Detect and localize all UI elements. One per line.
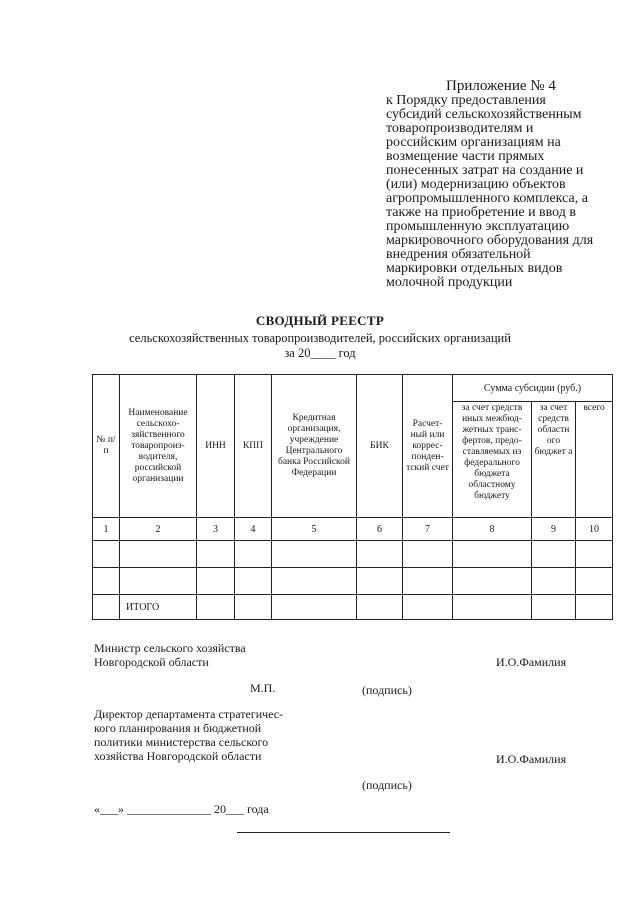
- director-title-line: хозяйства Новгородской области: [94, 749, 262, 763]
- table-cell: [576, 541, 613, 568]
- table-cell: [453, 541, 532, 568]
- table-cell: [403, 541, 453, 568]
- header-regional-budget: за счет средств областн ого бюджет а: [532, 402, 576, 518]
- appendix-line: товаропроизводителям и: [386, 121, 534, 136]
- director-name: И.О.Фамилия: [496, 752, 567, 766]
- table-cell: [272, 595, 357, 620]
- total-label: ИТОГО: [120, 595, 197, 620]
- table-cell: [197, 568, 235, 595]
- appendix-line: агропромышленного комплекса, а: [386, 191, 588, 206]
- appendix-line: к Порядку предоставления: [386, 93, 546, 108]
- bottom-divider: [237, 832, 450, 833]
- appendix-line: маркировочного оборудования для: [386, 233, 594, 248]
- appendix-line: внедрения обязательной: [386, 247, 531, 262]
- table-cell: [532, 595, 576, 620]
- table-cell: [235, 541, 272, 568]
- appendix-line: понесенных затрат на создание и: [386, 163, 584, 178]
- table-cell: [453, 568, 532, 595]
- table-cell: [197, 595, 235, 620]
- table-cell: [576, 595, 613, 620]
- header-inn: ИНН: [197, 375, 235, 518]
- table-cell: [197, 541, 235, 568]
- table-cell: [272, 568, 357, 595]
- table-cell: [235, 595, 272, 620]
- column-number: 9: [532, 518, 576, 541]
- header-bik: БИК: [357, 375, 403, 518]
- minister-title-line: Новгородской области: [94, 655, 209, 669]
- column-number: 7: [403, 518, 453, 541]
- appendix-line: маркировки отдельных видов: [386, 261, 563, 276]
- director-title: [94, 707, 283, 763]
- header-organization-name: Наименование сельскохо-зяйственного товаропроиз-водителя, российской организации: [120, 375, 197, 518]
- table-cell: [357, 568, 403, 595]
- document-title: СВОДНЫЙ РЕЕСТР: [255, 313, 385, 328]
- header-credit-organization: Кредитная организация, учреждение Центрального банка Российской Федерации: [272, 375, 357, 518]
- registry-table: [92, 374, 613, 620]
- table-cell: [403, 595, 453, 620]
- column-number: 5: [272, 518, 357, 541]
- table-cell: [532, 541, 576, 568]
- table-row: [93, 568, 613, 595]
- header-kpp: КПП: [235, 375, 272, 518]
- column-number: 6: [357, 518, 403, 541]
- table-cell: [357, 541, 403, 568]
- table-cell: [235, 568, 272, 595]
- appendix-title: Приложение № 4: [446, 78, 556, 94]
- column-number: 3: [197, 518, 235, 541]
- stamp-label: М.П.: [250, 681, 276, 695]
- appendix-line: российским организациям на: [386, 135, 561, 150]
- appendix-description: [386, 94, 618, 290]
- header-total: всего: [576, 402, 613, 518]
- header-subsidy-sum: Сумма субсидии (руб.): [453, 375, 613, 402]
- appendix-line: промышленную эксплуатацию: [386, 219, 570, 234]
- table-cell: [576, 568, 613, 595]
- table-cell: [93, 541, 120, 568]
- column-number: 2: [120, 518, 197, 541]
- appendix-line: (или) модернизацию объектов: [386, 177, 566, 192]
- appendix-line: субсидий сельскохозяйственным: [386, 107, 582, 122]
- table-cell: [93, 595, 120, 620]
- appendix-line: возмещение части прямых: [386, 149, 545, 164]
- director-title-line: Директор департамента стратегичес-: [94, 707, 284, 721]
- appendix-line: молочной продукции: [386, 275, 513, 290]
- table-cell: [272, 541, 357, 568]
- header-account: Расчет-ный или коррес-понден-тский счет: [403, 375, 453, 518]
- table-cell: [403, 568, 453, 595]
- column-number: 8: [453, 518, 532, 541]
- column-number: 10: [576, 518, 613, 541]
- header-row-number: № п/п: [93, 375, 120, 518]
- signature-label: (подпись): [362, 778, 412, 792]
- table-cell: [453, 595, 532, 620]
- header-federal-transfers: за счет средств иных межбюд-жетных транс-фертов, предо-ставляемых из федерального бюджета областному бюджету: [453, 402, 532, 518]
- appendix-line: также на приобретение и ввод в: [386, 205, 577, 220]
- table-cell: [120, 541, 197, 568]
- director-title-line: кого планирования и бюджетной: [94, 721, 262, 735]
- column-number: 4: [235, 518, 272, 541]
- minister-title: [94, 641, 246, 669]
- signature-label: (подпись): [362, 683, 412, 697]
- column-number-row: [93, 518, 613, 541]
- table-row: [93, 541, 613, 568]
- minister-title-line: Министр сельского хозяйства: [94, 641, 246, 655]
- table-cell: [120, 568, 197, 595]
- document-subtitle: сельскохозяйственных товаропроизводителей, российских организаций: [129, 331, 511, 345]
- date-line: «___» ______________ 20___ года: [94, 802, 269, 816]
- director-title-line: политики министерства сельского: [94, 735, 269, 749]
- column-number: 1: [93, 518, 120, 541]
- table-cell: [357, 595, 403, 620]
- minister-name: И.О.Фамилия: [496, 655, 567, 669]
- table-cell: [93, 568, 120, 595]
- document-year-line: за 20____ год: [284, 346, 356, 360]
- table-cell: [532, 568, 576, 595]
- total-row: [93, 595, 613, 620]
